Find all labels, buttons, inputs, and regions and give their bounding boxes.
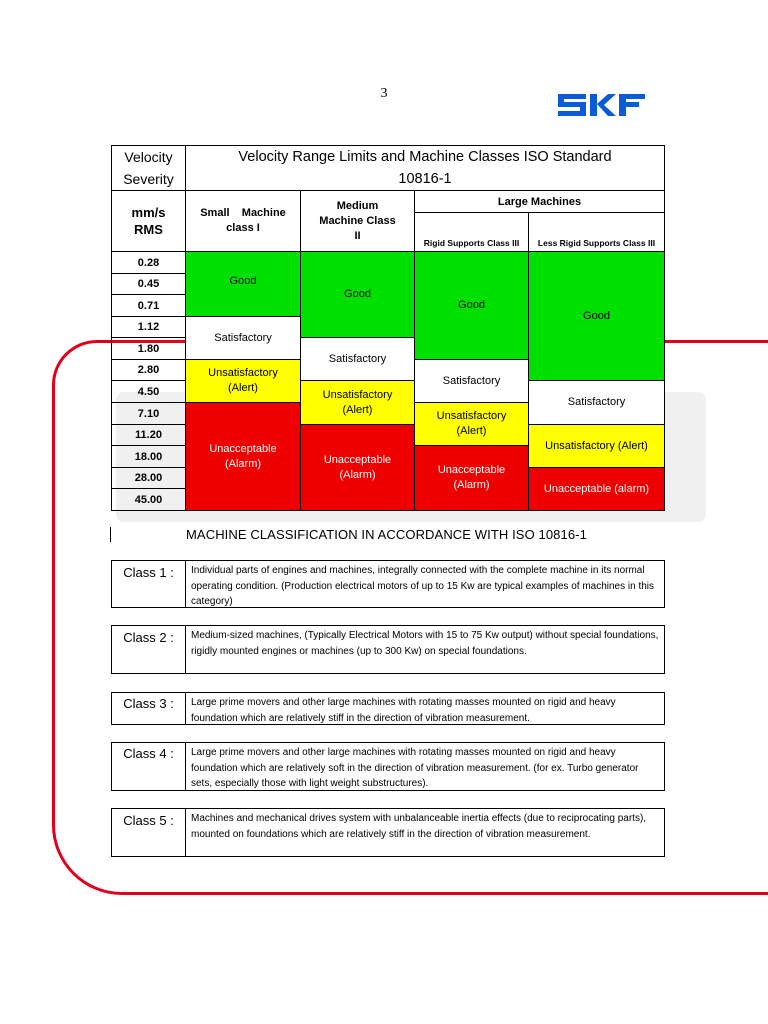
- velocity-cell: 7.10: [111, 402, 186, 425]
- zone-satisfactory-class-1: Satisfactory: [185, 316, 301, 360]
- classification-heading: MACHINE CLASSIFICATION IN ACCORDANCE WITH ISO 10816-1: [186, 527, 587, 542]
- heading-marker: [110, 527, 111, 542]
- velocity-cell: 45.00: [111, 488, 186, 511]
- zone-unsatisfactory-class-3-less-rigid: Unsatisfactory (Alert): [528, 424, 665, 468]
- zone-good-class-2: Good: [300, 251, 415, 338]
- class-label: Class 5 :: [111, 808, 186, 857]
- velocity-cell: 4.50: [111, 380, 186, 403]
- class-label: Class 1 :: [111, 560, 186, 608]
- zone-unacceptable-class-2: Unacceptable (Alarm): [300, 424, 415, 511]
- column-header-class-3-less-rigid: Less Rigid Supports Class III: [528, 212, 665, 252]
- class-description: Large prime movers and other large machines with rotating masses mounted on rigid and heavy foundation which are relatively soft in the direction of vibration measurement. (for ex. Turbo generator sets, especially those with light weight substructures).: [185, 742, 665, 791]
- table-title: Velocity Range Limits and Machine Classes ISO Standard 10816-1: [185, 145, 665, 191]
- velocity-cell: 1.80: [111, 337, 186, 360]
- velocity-severity-label: Velocity Severity: [111, 145, 186, 191]
- class-description: Medium-sized machines, (Typically Electrical Motors with 15 to 75 Kw output) without special foundations, rigidly mounted engines or machines (up to 300 Kw) on special foundations.: [185, 625, 665, 674]
- zone-unsatisfactory-class-2: Unsatisfactory (Alert): [300, 380, 415, 425]
- class-description: Machines and mechanical drives system with unbalanceable inertia effects (due to reciprocating parts), mounted on foundations which are relatively stiff in the direction of vibration measurement.: [185, 808, 665, 857]
- class-label: Class 4 :: [111, 742, 186, 791]
- zone-unacceptable-class-3-rigid: Unacceptable (Alarm): [414, 445, 529, 511]
- velocity-cell: 0.28: [111, 251, 186, 274]
- velocity-cell: 0.71: [111, 294, 186, 317]
- large-machines-header: Large Machines: [414, 190, 665, 213]
- velocity-cell: 2.80: [111, 359, 186, 381]
- zone-good-class-3-less-rigid: Good: [528, 251, 665, 381]
- velocity-cell: 1.12: [111, 316, 186, 338]
- zone-unsatisfactory-class-1: Unsatisfactory (Alert): [185, 359, 301, 403]
- skf-logo: [556, 92, 650, 118]
- zone-satisfactory-class-3-less-rigid: Satisfactory: [528, 380, 665, 425]
- class-description: Individual parts of engines and machines, integrally connected with the complete machine in its normal operating condition. (Production electrical motors of up to 15 Kw are typical examples of machines in this category): [185, 560, 665, 608]
- column-header-class-1: Small Machine class I: [185, 190, 301, 252]
- velocity-cell: 18.00: [111, 445, 186, 468]
- zone-good-class-1: Good: [185, 251, 301, 317]
- zone-unacceptable-class-3-less-rigid: Unacceptable (alarm): [528, 467, 665, 511]
- column-header-class-3-rigid: Rigid Supports Class III: [414, 212, 529, 252]
- velocity-cell: 28.00: [111, 467, 186, 489]
- velocity-cell: 0.45: [111, 273, 186, 295]
- zone-satisfactory-class-3-rigid: Satisfactory: [414, 359, 529, 403]
- class-label: Class 2 :: [111, 625, 186, 674]
- column-header-class-2: Medium Machine Class II: [300, 190, 415, 252]
- class-description: Large prime movers and other large machines with rotating masses mounted on rigid and heavy foundation which are relatively stiff in the direction of vibration measurement.: [185, 692, 665, 725]
- zone-good-class-3-rigid: Good: [414, 251, 529, 360]
- zone-satisfactory-class-2: Satisfactory: [300, 337, 415, 381]
- zone-unacceptable-class-1: Unacceptable (Alarm): [185, 402, 301, 511]
- velocity-cell: 11.20: [111, 424, 186, 446]
- page-number: 3: [380, 86, 388, 101]
- class-label: Class 3 :: [111, 692, 186, 725]
- units-label: mm/s RMS: [111, 190, 186, 252]
- zone-unsatisfactory-class-3-rigid: Unsatisfactory (Alert): [414, 402, 529, 446]
